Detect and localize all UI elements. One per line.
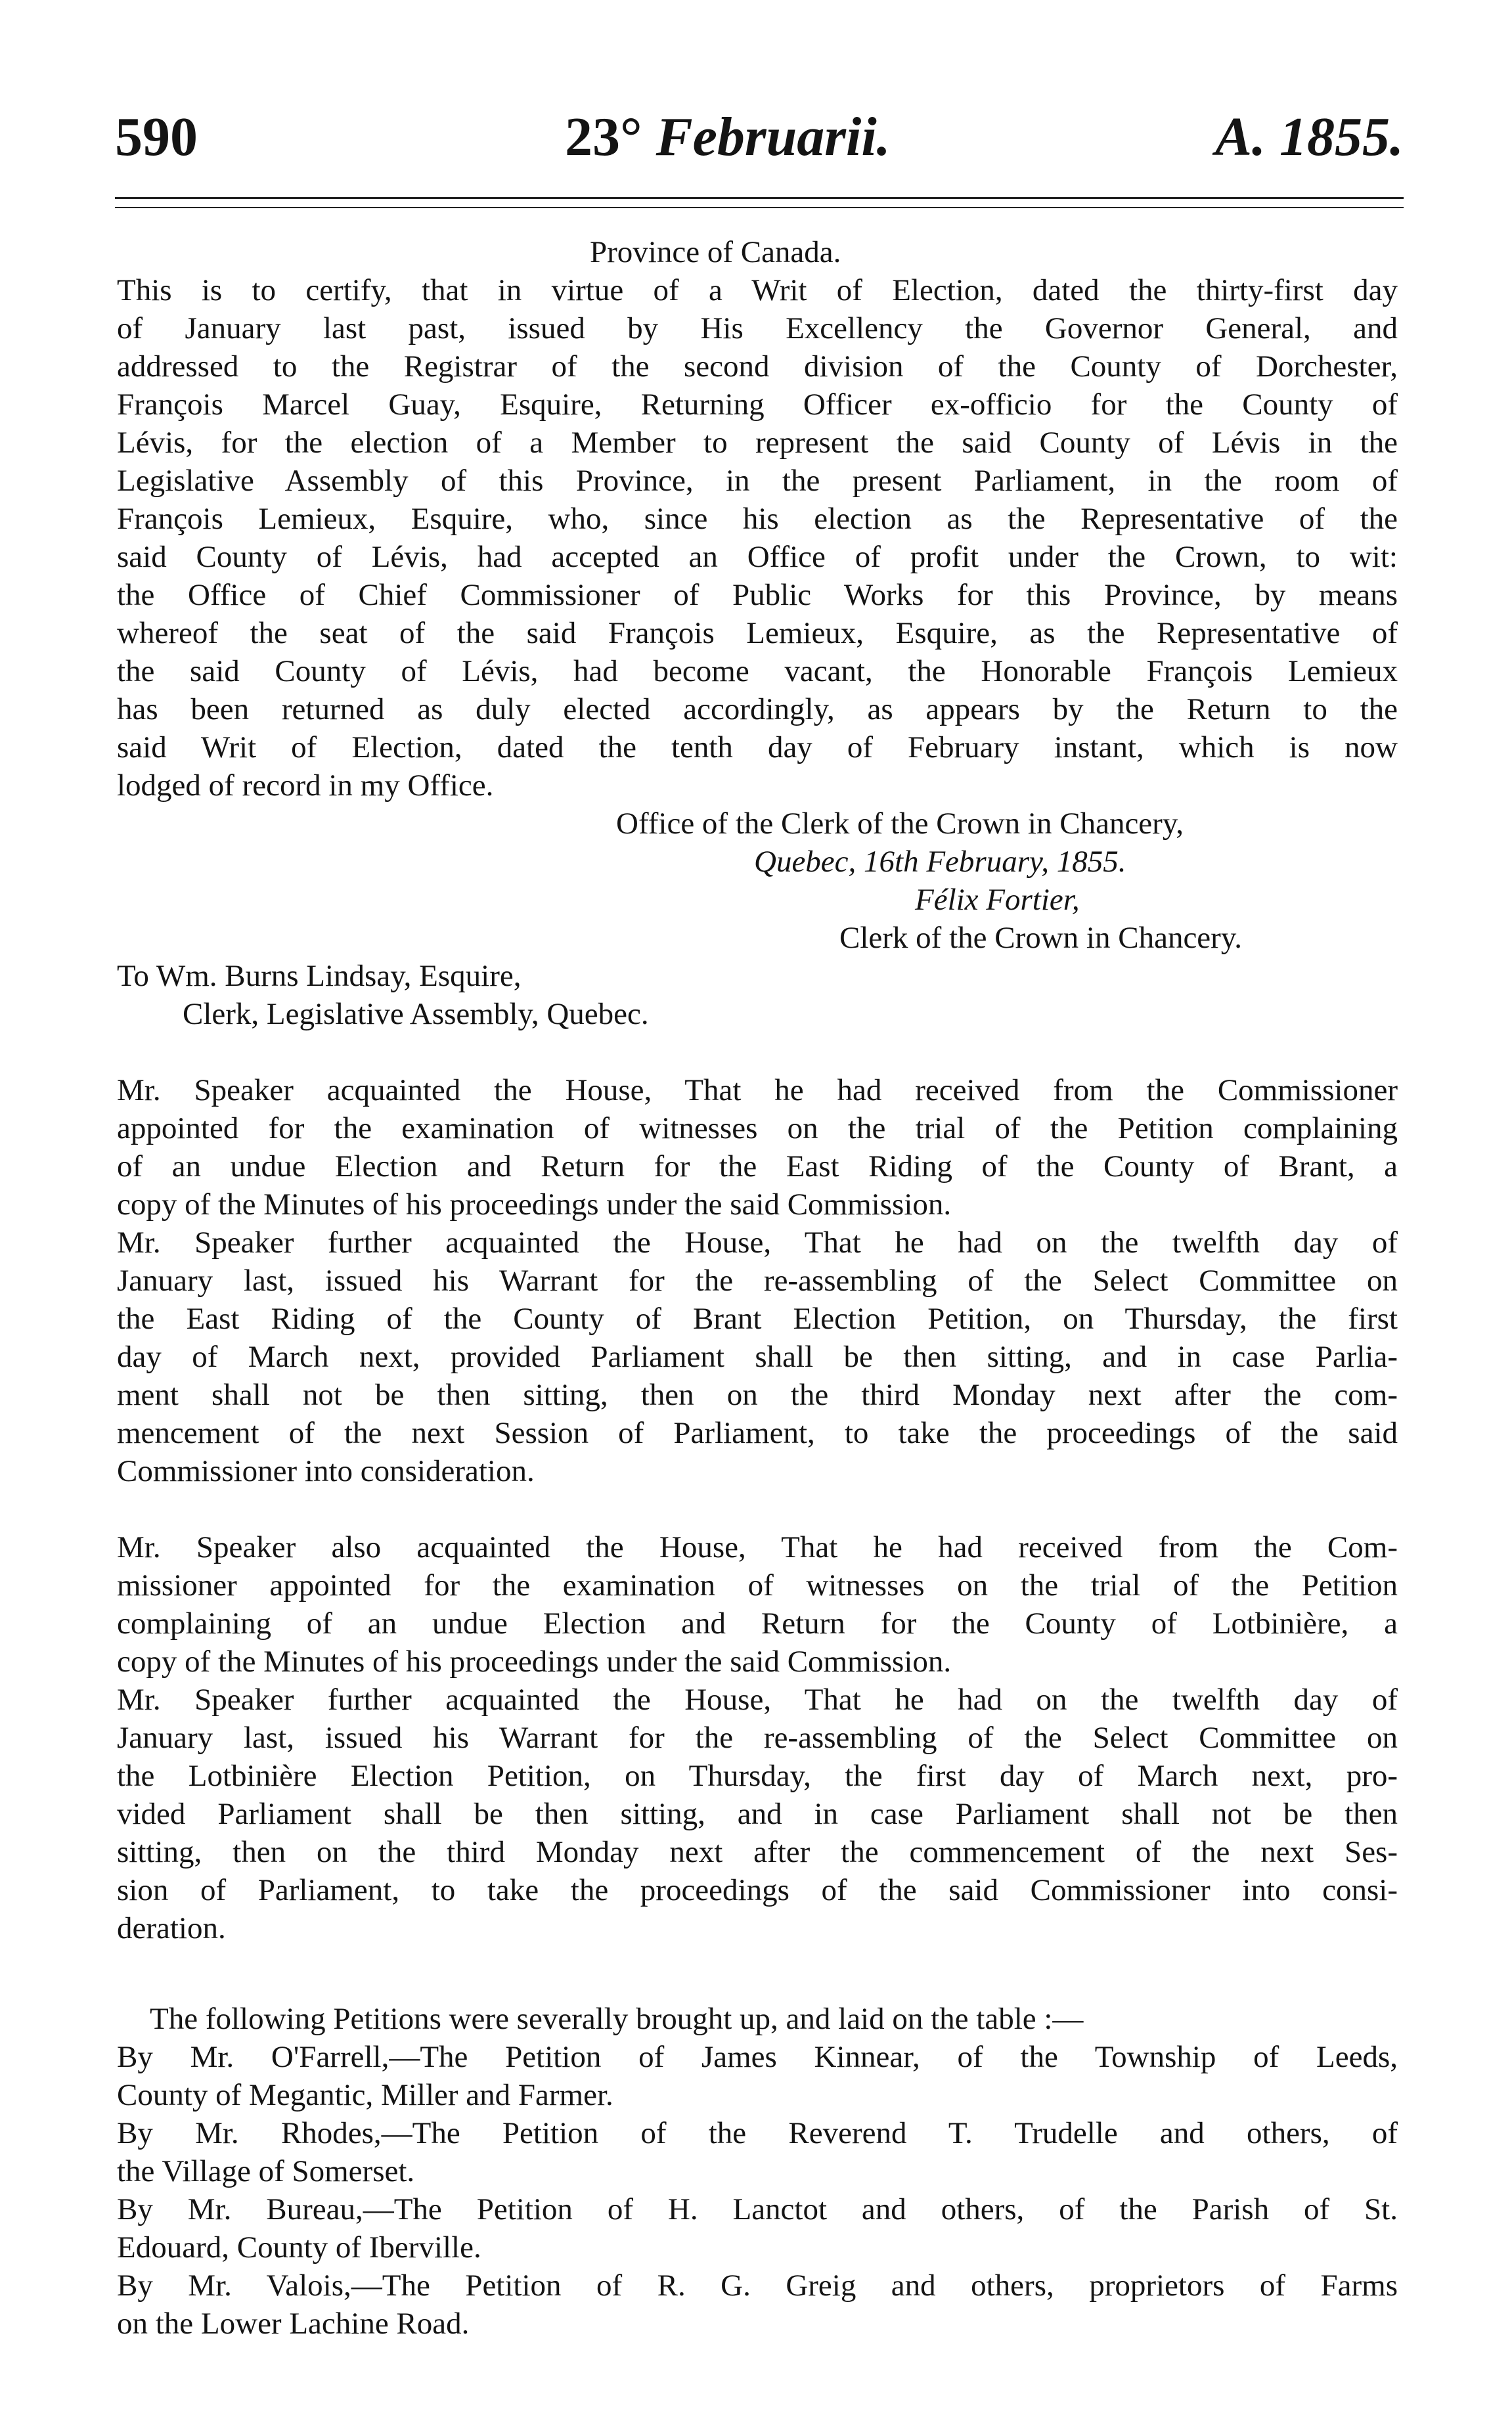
text-line: vided Parliament shall be then sitting, and in case Parliament shall not be then xyxy=(117,1797,1398,1831)
certificate-signature-title: Clerk of the Crown in Chancery. xyxy=(839,921,1243,955)
text-line: January last, issued his Warrant for the re-assembling of the Select Committee on xyxy=(117,1264,1398,1298)
document-body xyxy=(117,233,1398,2343)
text-line: of January last past, issued by His Excellency the Governor General, and xyxy=(117,311,1398,345)
text-line: January last, issued his Warrant for the re-assembling of the Select Committee on xyxy=(117,1721,1398,1755)
text-line: Mr. Speaker further acquainted the House, That he had on the twelfth day of xyxy=(117,1683,1398,1717)
text-line: Legislative Assembly of this Province, in the present Parliament, in the room of xyxy=(117,464,1398,498)
petition-line: By Mr. O'Farrell,—The Petition of James Kinnear, of the Township of Leeds, xyxy=(117,2040,1398,2074)
text-line: the Office of Chief Commissioner of Public Works for this Province, by means xyxy=(117,578,1398,612)
text-line: the Lotbinière Election Petition, on Thursday, the first day of March next, pro- xyxy=(117,1759,1398,1793)
text-line: Commissioner into consideration. xyxy=(117,1454,535,1488)
text-line: deration. xyxy=(117,1911,226,1945)
petitions-section xyxy=(117,2000,1398,2343)
text-line: addressed to the Registrar of the second division of the County of Dorchester, xyxy=(117,349,1398,384)
text-line: said County of Lévis, had accepted an Office of profit under the Crown, to wit: xyxy=(117,540,1398,574)
petitions-intro: The following Petitions were severally brought up, and laid on the table :— xyxy=(150,2002,1084,2036)
paragraph-lotbiniere xyxy=(117,1528,1398,1681)
certificate-addressee: To Wm. Burns Lindsay, Esquire, xyxy=(117,959,522,993)
petition-line: By Mr. Bureau,—The Petition of H. Lanctot and others, of the Parish of St. xyxy=(117,2192,1398,2226)
text-line: mencement of the next Session of Parliament, to take the proceedings of the said xyxy=(117,1416,1398,1450)
text-line: missioner appointed for the examination of witnesses on the trial of the Petition xyxy=(117,1568,1398,1603)
text-line: copy of the Minutes of his proceedings under the said Commission. xyxy=(117,1645,952,1679)
text-line: Mr. Speaker acquainted the House, That he had received from the Commissioner xyxy=(117,1073,1398,1107)
petition-line: on the Lower Lachine Road. xyxy=(117,2307,470,2341)
text-line: the said County of Lévis, had become vacant, the Honorable François Lemieux xyxy=(117,654,1398,688)
text-line: sitting, then on the third Monday next after the commencement of the next Ses- xyxy=(117,1835,1398,1869)
text-line: said Writ of Election, dated the tenth day of February instant, which is now xyxy=(117,730,1398,764)
certificate-addressee-title: Clerk, Legislative Assembly, Quebec. xyxy=(183,997,649,1031)
text-line: day of March next, provided Parliament shall be then sitting, and in case Parlia- xyxy=(117,1340,1398,1374)
paragraph-lotbiniere-warrant xyxy=(117,1681,1398,1947)
text-line: François Lemieux, Esquire, who, since his election as the Representative of the xyxy=(117,502,1398,536)
text-line: whereof the seat of the said François Lemieux, Esquire, as the Representative of xyxy=(117,616,1398,650)
petition-line: the Village of Somerset. xyxy=(117,2154,415,2188)
page-number: 590 xyxy=(115,106,198,167)
certificate-text xyxy=(117,271,1398,805)
petition-line: By Mr. Valois,—The Petition of R. G. Greig and others, proprietors of Farms xyxy=(117,2268,1398,2303)
paragraph-brant-warrant xyxy=(117,1224,1398,1490)
text-line: appointed for the examination of witnesses on the trial of the Petition complaining xyxy=(117,1111,1398,1145)
spacer xyxy=(117,1490,1398,1528)
certificate-place-date: Quebec, 16th February, 1855. xyxy=(754,845,1126,879)
header-year: A. 1855. xyxy=(1214,106,1404,167)
petition-line: County of Megantic, Miller and Farmer. xyxy=(117,2078,613,2112)
text-line: Lévis, for the election of a Member to represent the said County of Lévis in the xyxy=(117,426,1398,460)
text-line: copy of the Minutes of his proceedings under the said Commission. xyxy=(117,1187,952,1222)
text-line: This is to certify, that in virtue of a Writ of Election, dated the thirty-first day xyxy=(117,273,1398,307)
text-line: complaining of an undue Election and Return for the County of Lotbinière, a xyxy=(117,1606,1398,1641)
text-line: sion of Parliament, to take the proceedings of the said Commissioner into consi- xyxy=(117,1873,1398,1907)
spacer xyxy=(117,1947,1398,2000)
text-line: ment shall not be then sitting, then on the third Monday next after the com- xyxy=(117,1378,1398,1412)
header-date xyxy=(565,105,891,169)
text-line: of an undue Election and Return for the East Riding of the County of Brant, a xyxy=(117,1149,1398,1184)
petition-line: Edouard, County of Iberville. xyxy=(117,2230,481,2265)
certificate-office: Office of the Clerk of the Crown in Chancery, xyxy=(616,807,1184,841)
page-header xyxy=(115,105,1404,177)
paragraph-brant xyxy=(117,1071,1398,1224)
text-line: Mr. Speaker further acquainted the House, That he had on the twelfth day of xyxy=(117,1226,1398,1260)
certificate-signature: Félix Fortier, xyxy=(915,883,1080,917)
spacer xyxy=(117,1033,1398,1071)
certificate-province: Province of Canada. xyxy=(590,235,841,269)
text-line: the East Riding of the County of Brant Election Petition, on Thursday, the first xyxy=(117,1302,1398,1336)
text-line: Mr. Speaker also acquainted the House, That he had received from the Com- xyxy=(117,1530,1398,1564)
header-rule xyxy=(115,197,1404,208)
header-date-month: Februarii. xyxy=(656,106,891,167)
text-line: François Marcel Guay, Esquire, Returning Officer ex-officio for the County of xyxy=(117,387,1398,422)
header-date-day: 23° xyxy=(565,106,642,167)
text-line: has been returned as duly elected accordingly, as appears by the Return to the xyxy=(117,692,1398,726)
petition-line: By Mr. Rhodes,—The Petition of the Reverend T. Trudelle and others, of xyxy=(117,2116,1398,2150)
text-line: lodged of record in my Office. xyxy=(117,768,494,803)
